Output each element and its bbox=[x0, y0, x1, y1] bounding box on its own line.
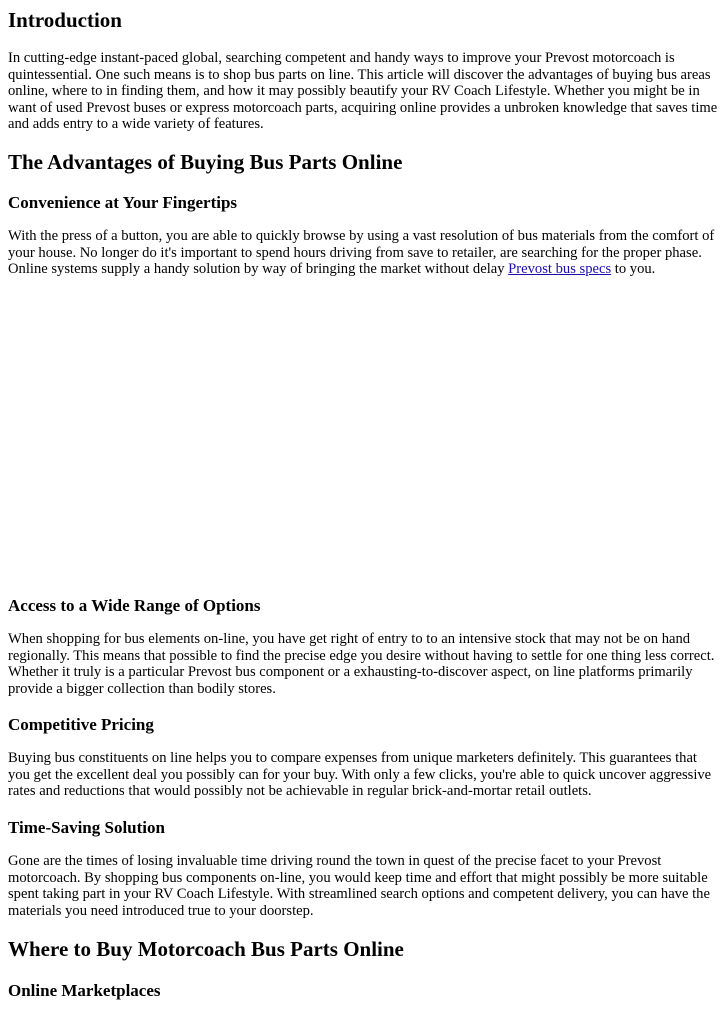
heading-convenience: Convenience at Your Fingertips bbox=[8, 193, 238, 212]
blank-media-area bbox=[8, 285, 712, 585]
heading-online-marketplaces: Online Marketplaces bbox=[8, 981, 161, 1000]
heading-time-saving: Time-Saving Solution bbox=[8, 818, 165, 837]
heading-introduction: Introduction bbox=[8, 8, 122, 32]
prevost-bus-specs-link[interactable]: Prevost bus specs bbox=[508, 261, 612, 277]
paragraph-access-options: When shopping for bus elements on-line, you have get right of entry to to an intensive stock that may not be on hand regionally. This means that possible to find the precise edge you desire without having to settle for one thing less correct. Whether it truly is a particular Prevost bus component or a exhausting-to-discover aspect, on line platforms primarily provide a bigger collection than bodily stores. bbox=[8, 631, 715, 697]
paragraph-convenience-text-before: With the press of a button, you are able to quickly browse by using a vast resolution of bus materials from the comfort of your house. No longer do it's important to spend hours driving from save to retailer, are searching for the proper phase. Online systems supply a handy solution by way of bringing the market without delay bbox=[8, 228, 715, 277]
paragraph-time-saving: Gone are the times of losing invaluable time driving round the town in quest of the precise facet to your Prevost motorcoach. By shopping bus components on-line, you would keep time and effort that might possibly be more suitable spent taking part in your RV Coach Lifestyle. With streamlined search options and competent delivery, you can have the materials you need introduced true to your doorstep. bbox=[8, 853, 710, 919]
heading-access-options: Access to a Wide Range of Options bbox=[8, 596, 261, 615]
paragraph-competitive-pricing: Buying bus constituents on line helps you to compare expenses from unique marketers definitely. This guarantees that you get the excellent deal you possibly can for your buy. With only a few clicks, you're able to quick uncover aggressive rates and reductions that would possibly not be achievable in regular brick-and-mortar retail outlets. bbox=[8, 750, 712, 799]
heading-competitive-pricing: Competitive Pricing bbox=[8, 715, 154, 734]
heading-where-to-buy: Where to Buy Motorcoach Bus Parts Online bbox=[8, 937, 404, 961]
paragraph-convenience-text-after: to you. bbox=[611, 261, 656, 277]
paragraph-convenience bbox=[8, 228, 720, 278]
heading-advantages: The Advantages of Buying Bus Parts Online bbox=[8, 150, 403, 174]
paragraph-introduction: In cutting-edge instant-paced global, searching competent and handy ways to improve your Prevost motorcoach is quintessential. One such means is to shop bus parts on line. This article will discover the advantages of buying bus areas online, where to in finding them, and how it may possibly beautify your RV Coach Lifestyle. Whether you might be in want of used Prevost buses or express motorcoach parts, acquiring online provides a unbroken knowledge that saves time and adds entry to a wide variety of features. bbox=[8, 50, 718, 132]
